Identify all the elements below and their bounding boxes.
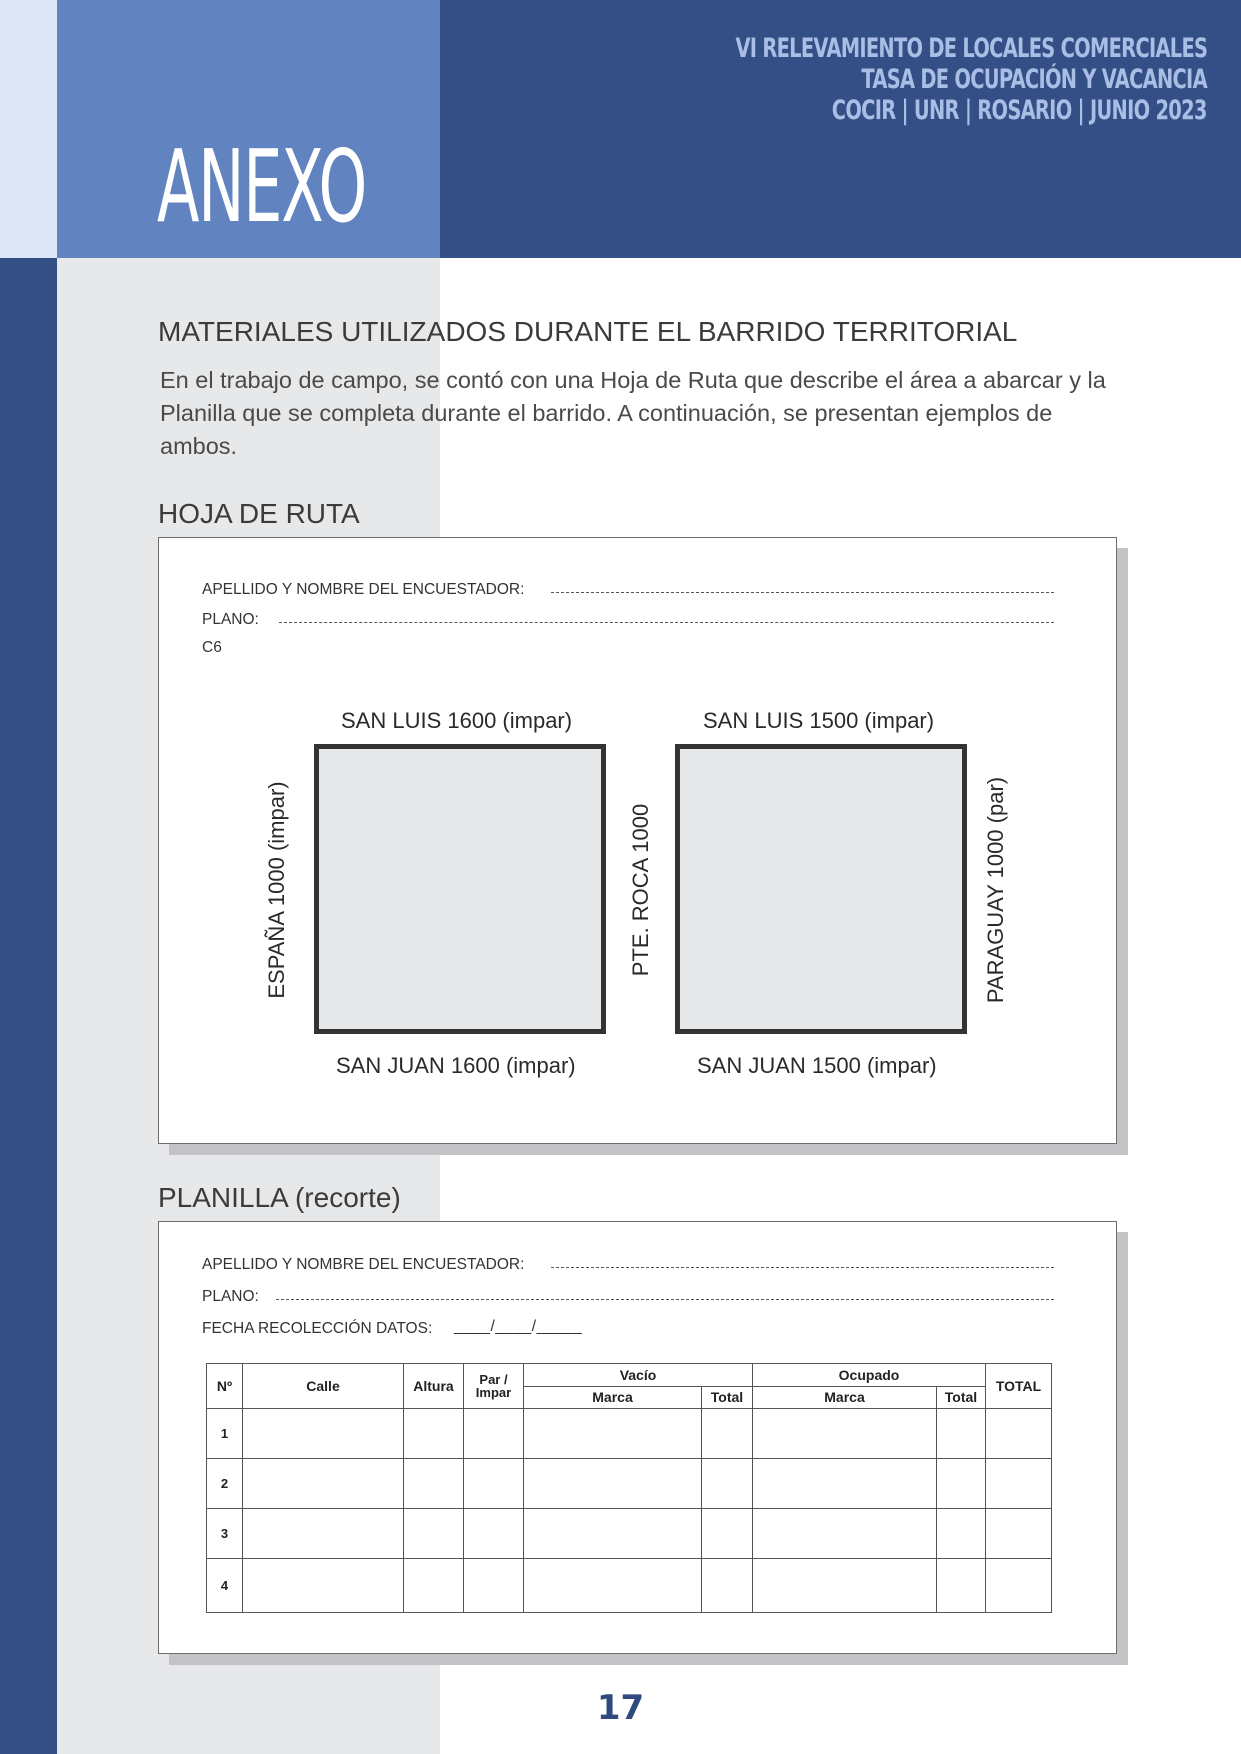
table-row — [207, 1509, 1052, 1559]
cell-total[interactable] — [986, 1559, 1052, 1613]
col-header-vacio-marca: Marca — [524, 1387, 702, 1409]
cell-calle[interactable] — [243, 1409, 404, 1459]
row-number: 4 — [207, 1559, 243, 1613]
plano-blank[interactable] — [279, 622, 1054, 623]
col-header-total: TOTAL — [986, 1364, 1052, 1409]
col-header-vacio: Vacío — [524, 1364, 753, 1387]
table-row — [207, 1409, 1052, 1459]
street-san-juan-1500: SAN JUAN 1500 (impar) — [697, 1053, 937, 1078]
cell-ocupado-marca[interactable] — [753, 1409, 937, 1459]
street-pte-roca-1000: PTE. ROCA 1000 — [628, 803, 653, 977]
cell-vacio-total[interactable] — [702, 1459, 753, 1509]
cell-total[interactable] — [986, 1459, 1052, 1509]
street-san-luis-1600: SAN LUIS 1600 (impar) — [341, 708, 573, 733]
city-block-left — [314, 744, 606, 1034]
row-number: 1 — [207, 1409, 243, 1459]
cell-par-impar[interactable] — [464, 1509, 524, 1559]
col-header-ocupado-marca: Marca — [753, 1387, 937, 1409]
plano-value: C6 — [202, 639, 222, 656]
street-san-juan-1600: SAN JUAN 1600 (impar) — [336, 1053, 576, 1078]
cell-ocupado-marca[interactable] — [753, 1509, 937, 1559]
planilla-encuestador-blank[interactable] — [551, 1267, 1054, 1268]
table-row — [207, 1559, 1052, 1613]
encuestador-blank[interactable] — [551, 592, 1054, 593]
col-header-vacio-total: Total — [702, 1387, 753, 1409]
cell-altura[interactable] — [404, 1559, 464, 1613]
col-header-ocupado-total: Total — [937, 1387, 986, 1409]
cell-par-impar[interactable] — [464, 1459, 524, 1509]
cell-par-impar[interactable] — [464, 1559, 524, 1613]
planilla-table — [206, 1363, 1052, 1613]
materials-title: MATERIALES UTILIZADOS DURANTE EL BARRIDO TERRITORIAL — [158, 316, 1018, 347]
cell-total[interactable] — [986, 1509, 1052, 1559]
col-header-calle: Calle — [243, 1364, 404, 1409]
cell-ocupado-total[interactable] — [937, 1409, 986, 1459]
cell-total[interactable] — [986, 1409, 1052, 1459]
cell-altura[interactable] — [404, 1409, 464, 1459]
col-header-ocupado: Ocupado — [753, 1364, 986, 1387]
table-row — [207, 1459, 1052, 1509]
planilla-encuestador-label: APELLIDO Y NOMBRE DEL ENCUESTADOR: — [202, 1256, 525, 1273]
cell-vacio-total[interactable] — [702, 1409, 753, 1459]
cell-vacio-total[interactable] — [702, 1509, 753, 1559]
cell-vacio-marca[interactable] — [524, 1559, 702, 1613]
cell-ocupado-marca[interactable] — [753, 1459, 937, 1509]
cell-vacio-marca[interactable] — [524, 1459, 702, 1509]
left-sidebar-bar — [0, 258, 57, 1754]
col-header-altura: Altura — [404, 1364, 464, 1409]
cell-ocupado-marca[interactable] — [753, 1559, 937, 1613]
cell-ocupado-total[interactable] — [937, 1459, 986, 1509]
hoja-de-ruta-panel — [158, 537, 1117, 1144]
col-header-par-impar: Par / Impar — [464, 1364, 524, 1409]
cell-vacio-marca[interactable] — [524, 1509, 702, 1559]
header-line-3: COCIR | UNR | ROSARIO | JUNIO 2023 — [832, 95, 1207, 126]
planilla-title: PLANILLA (recorte) — [158, 1182, 401, 1213]
cell-calle[interactable] — [243, 1559, 404, 1613]
cell-altura[interactable] — [404, 1509, 464, 1559]
cell-ocupado-total[interactable] — [937, 1559, 986, 1613]
city-block-right — [675, 744, 967, 1034]
cell-vacio-total[interactable] — [702, 1559, 753, 1613]
cell-calle[interactable] — [243, 1509, 404, 1559]
street-paraguay-1000: PARAGUAY 1000 (par) — [983, 776, 1008, 1004]
hoja-de-ruta-title: HOJA DE RUTA — [158, 498, 360, 529]
cell-par-impar[interactable] — [464, 1409, 524, 1459]
encuestador-label: APELLIDO Y NOMBRE DEL ENCUESTADOR: — [202, 581, 525, 598]
planilla-plano-blank[interactable] — [276, 1299, 1054, 1300]
intro-paragraph: En el trabajo de campo, se contó con una Hoja de Ruta que describe el área a abarcar y la Planilla que se completa durante el barrido. A continuación, se presentan ejemplos de ambos. — [160, 367, 1106, 459]
cell-vacio-marca[interactable] — [524, 1409, 702, 1459]
cell-ocupado-total[interactable] — [937, 1509, 986, 1559]
planilla-panel — [158, 1221, 1117, 1654]
fecha-label: FECHA RECOLECCIÓN DATOS: — [202, 1320, 433, 1337]
header-pale-block — [0, 0, 57, 258]
page-number: 17 — [596, 1688, 645, 1728]
plano-label: PLANO: — [202, 611, 259, 628]
header-line-1: VI RELEVAMIENTO DE LOCALES COMERCIALES — [735, 33, 1207, 64]
fecha-blank[interactable]: ____/____/_____ — [454, 1318, 583, 1335]
planilla-plano-label: PLANO: — [202, 1288, 259, 1305]
row-number: 2 — [207, 1459, 243, 1509]
section-title-anexo: ANEXO — [157, 128, 367, 245]
col-header-num: Nº — [207, 1364, 243, 1409]
street-san-luis-1500: SAN LUIS 1500 (impar) — [703, 708, 935, 733]
cell-calle[interactable] — [243, 1459, 404, 1509]
street-espana-1000: ESPAÑA 1000 (impar) — [264, 781, 289, 999]
cell-altura[interactable] — [404, 1459, 464, 1509]
row-number: 3 — [207, 1509, 243, 1559]
header-line-2: TASA DE OCUPACIÓN Y VACANCIA — [861, 64, 1207, 95]
